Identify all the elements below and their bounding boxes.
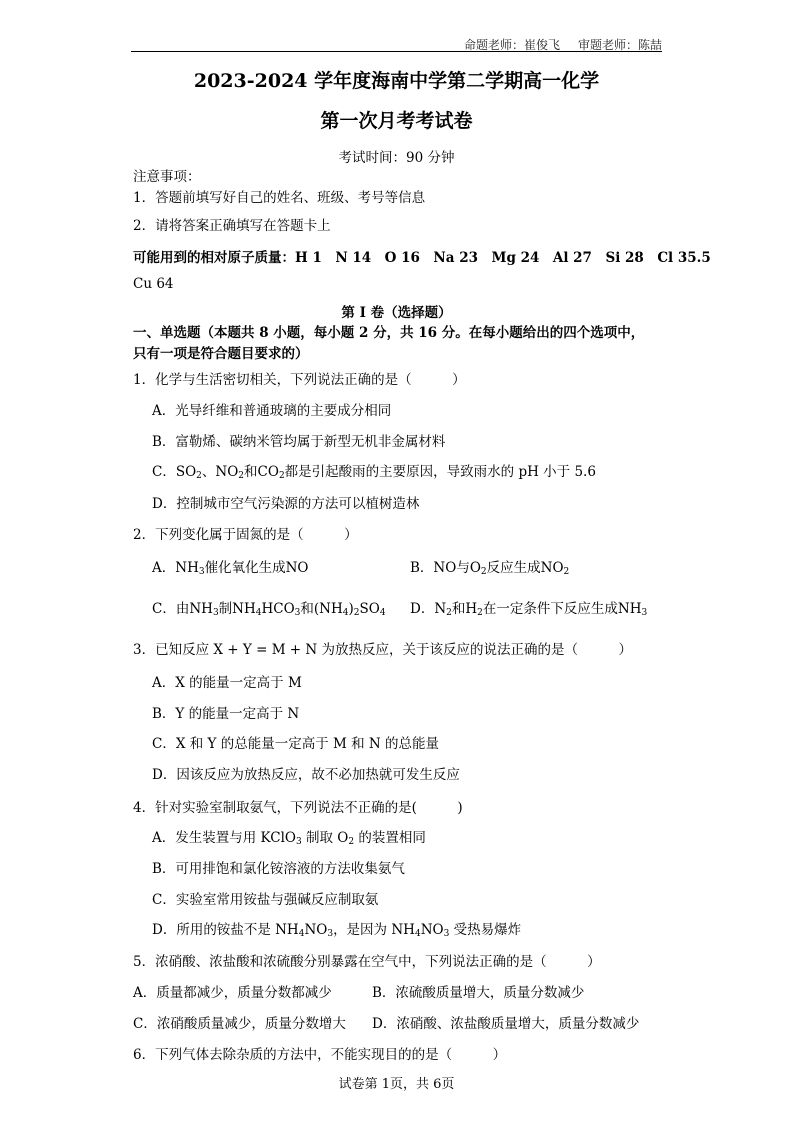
exam-time: 考试时间：90 分钟 [338, 150, 455, 166]
part1-heading-line2: 只有一项是符合题目要求的） [133, 346, 309, 362]
part1-heading-line1: 一、单选题（本题共 8 小题，每小题 2 分，共 16 分。在每小题给出的四个选项中， [133, 325, 645, 341]
atomic-mass-line2: Cu 64 [133, 276, 174, 292]
q1-option-a: A．光导纤维和普通玻璃的主要成分相同 [152, 403, 392, 419]
q5-stem: 5．浓硝酸、浓盐酸和浓硫酸分别暴露在空气中，下列说法正确的是（ ） [133, 954, 601, 970]
q3-option-d: D．因该反应为放热反应，故不必加热就可发生反应 [152, 767, 460, 783]
q4-option-d: D．所用的铵盐不是 $NH_4NO_3$，是因为 $NH_4NO_3$ 受热易爆炸 [152, 922, 522, 939]
author-label: 命题老师：崔俊飞 [463, 38, 560, 52]
page-footer: 试卷第 1页，共 6页 [338, 1077, 455, 1092]
q4-option-a: A．发生装置与用 KClO$_3$ 制取 $O_2$ 的装置相同 [152, 830, 426, 847]
q5-option-a: A．质量都减少，质量分数都减少 [133, 985, 332, 1001]
q1-option-b: B．富勒烯、碳纳米管均属于新型无机非金属材料 [152, 434, 446, 450]
q1-option-c: C．$SO_2$、$NO_2$和$CO_2$都是引起酸雨的主要原因，导致雨水的 pH 小于 5.6 [152, 464, 596, 481]
q3-stem: 3．已知反应 X + Y = M + N 为放热反应，关于该反应的说法正确的是（ ） [133, 642, 633, 658]
q3-option-a: A．X 的能量一定高于 M [152, 675, 302, 691]
q2-stem: 2．下列变化属于固氮的是（ ） [133, 527, 358, 543]
q4-option-b: B．可用排饱和氯化铵溶液的方法收集氨气 [152, 861, 405, 877]
q3-option-b: B．Y 的能量一定高于 N [152, 706, 300, 722]
notice-heading: 注意事项： [133, 169, 201, 185]
q1-option-d: D．控制城市空气污染源的方法可以植树造林 [152, 496, 420, 512]
notice-item-1: 1．答题前填写好自己的姓名、班级、考号等信息 [133, 190, 426, 206]
exam-title-line2: 第一次月考考试卷 [320, 110, 473, 132]
q2-option-d: D．$N_2$和$H_2$在一定条件下反应生成$NH_3$ [410, 601, 648, 618]
q4-option-c: C．实验室常用铵盐与强碱反应制取氨 [152, 892, 379, 908]
q4-stem: 4．针对实验室制取氨气，下列说法不正确的是( ) [133, 800, 463, 816]
exam-title-line1: 2023-2024 学年度海南中学第二学期高一化学 [193, 70, 600, 92]
q1-stem: 1．化学与生活密切相关，下列说法正确的是（ ） [133, 372, 466, 388]
q3-option-c: C．X 和 Y 的总能量一定高于 M 和 N 的总能量 [152, 736, 440, 752]
reviewer-label: 审题老师：陈喆 [577, 38, 662, 52]
q5-option-d: D．浓硝酸、浓盐酸质量增大，质量分数减少 [372, 1016, 640, 1032]
notice-item-2: 2．请将答案正确填写在答题卡上 [133, 218, 331, 234]
q2-option-a: A．$NH_3$催化氧化生成NO [152, 560, 309, 577]
q2-option-b: B．NO与$O_2$反应生成$NO_2$ [410, 560, 570, 577]
atomic-mass-line1: 可能用到的相对原子质量：H 1 N 14 O 16 Na 23 Mg 24 Al 27 Si 28 Cl 35.5 [133, 250, 711, 266]
header-rule [131, 51, 662, 52]
q6-stem: 6．下列气体去除杂质的方法中，不能实现目的的是（ ） [133, 1047, 507, 1063]
q5-option-c: C．浓硝酸质量减少，质量分数增大 [133, 1016, 346, 1032]
q5-option-b: B．浓硫酸质量增大，质量分数减少 [372, 985, 585, 1001]
section-title: 第 I 卷（选择题） [341, 305, 452, 321]
q2-option-c: C．由$NH_3$制$NH_4HCO_3$和$(NH_4)_2SO_4$ [152, 601, 386, 618]
